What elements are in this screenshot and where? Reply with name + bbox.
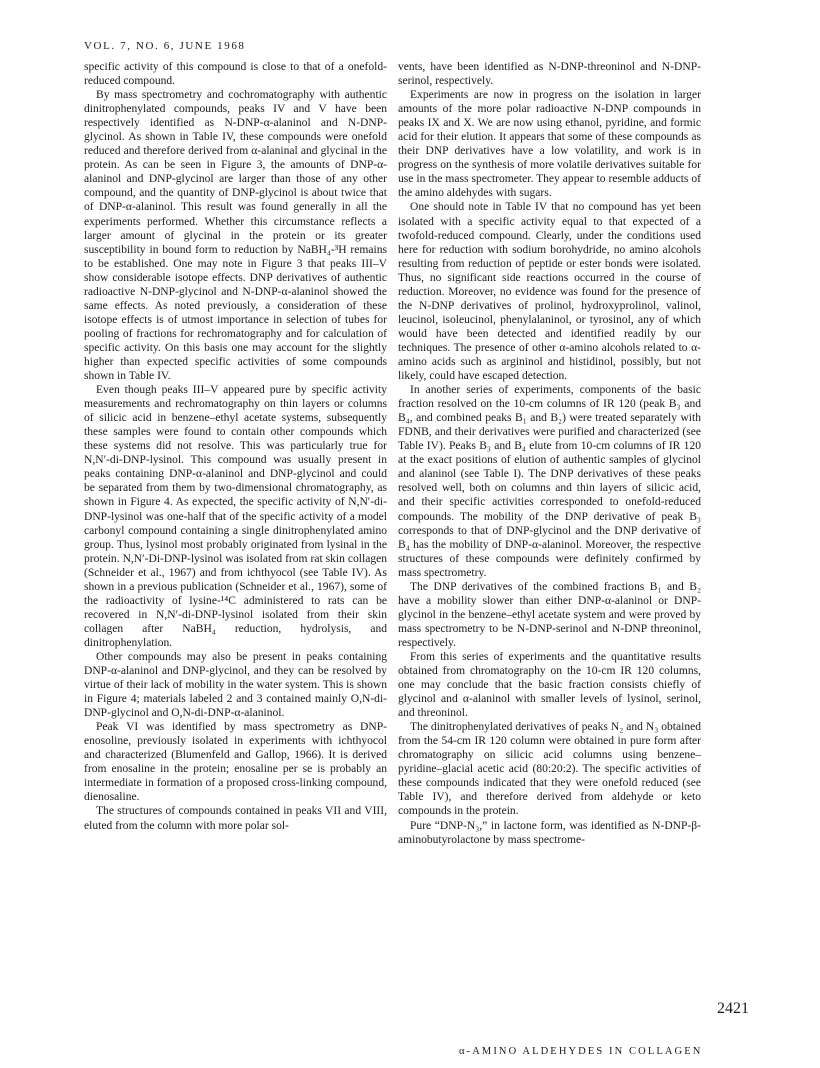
paragraph: Pure “DNP-N₃,” in lactone form, was identified as N-DNP-β-aminobutyrolactone by mass spectrome-: [398, 819, 701, 846]
page-number: 2421: [717, 1000, 749, 1017]
paragraph: One should note in Table IV that no compound has yet been isolated with a specific activity equal to that expected of a twofold-reduced compound. Clearly, under the conditions used here for reduction with sodium borohydride, no amino alcohols resulting from reduction of peptide or ester bonds were isolated. Thus, no significant side reactions occurred in the course of reduction. Moreover, no evidence was found for the presence of the N-DNP derivatives of prolinol, hydroxyprolinol, valinol, leucinol, isoleucinol, phenylalaninol, or tyrosinol, any of which would have been detected and identified readily by our techniques. The presence of other α-amino alcohols related to α-amino acids such as argininol and histidinol, possibly, but not likely, could have escaped detection.: [398, 201, 701, 383]
right-column: [398, 60, 701, 847]
paragraph: vents, have been identified as N-DNP-threoninol and N-DNP-serinol, respectively.: [398, 61, 701, 88]
running-title: α-AMINO ALDEHYDES IN COLLAGEN: [459, 1046, 703, 1057]
paragraph: From this series of experiments and the quantitative results obtained from chromatography on the 10-cm IR 120 columns, one may conclude that the basic fraction consists chiefly of glycinol and α-alaninol with smaller levels of lysinol, serinol, and threoninol.: [398, 650, 701, 720]
paragraph: Even though peaks III–V appeared pure by specific activity measurements and rechromatography on thin layers or columns of silicic acid in benzene–ethyl acetate systems, subsequently these samples were found to contain other compounds which these systems did not resolve. This was particularly true for N,N′-di-DNP-lysinol. This compound was usually present in peaks containing DNP-α-alaninol and DNP-glycinol and could be separated from them by two-dimensional chromatography, as shown in Figure 4. As expected, the specific activity of N,N′-di-DNP-lysinol was one-half that of the specific activity of a model carbonyl compound containing a single dinitrophenylated amino group. Thus, lysinol most probably originated from lysinal in the protein. N,N′-Di-DNP-lysinol was isolated from rat skin collagen (Schneider et al., 1967) and from ichthyocol (see Table IV). As shown in a previous publication (Schneider et al., 1967), some of the radioactivity of lysine-¹⁴C administered to rats can be recovered in N,N′-di-DNP-lysinol isolated from their skin collagen after NaBH₄ reduction, hydrolysis, and dinitrophenylation.: [84, 384, 387, 649]
paragraph: specific activity of this compound is close to that of a onefold-reduced compound.: [84, 61, 387, 88]
paragraph: Other compounds may also be present in peaks containing DNP-α-alaninol and DNP-glycinol, and they can be resolved by virtue of their lack of mobility in the water system. This is shown in Figure 4; materials labeled 2 and 3 contained mainly O,N-di-DNP-glycinol and O,N-di-DNP-α-alaninol.: [84, 650, 387, 720]
paragraph: The dinitrophenylated derivatives of peaks N₂ and N₃ obtained from the 54-cm IR 120 column were obtained in pure form after chromatography on silicic acid columns using benzene–pyridine–glacial acetic acid (80:20:2). The specific activities of these compounds indicated that they were onefold reduced (see Table IV), and therefore derived from aldehyde or keto compounds in the protein.: [398, 721, 701, 818]
paragraph: Experiments are now in progress on the isolation in larger amounts of the more polar radioactive N-DNP compounds in peaks IX and X. We are now using ethanol, pyridine, and formic acid for their elution. It appears that some of these compounds as their DNP derivatives have a low volatility, and work is in progress on the synthesis of more volatile derivatives suitable for use in the mass spectrometer. They appear to resemble adducts of the amino aldehydes with sugars.: [398, 89, 701, 200]
paragraph: In another series of experiments, components of the basic fraction resolved on the 10-cm columns of IR 120 (peak B₃ and B₄, and combined peaks B₁ and B₂) were treated separately with FDNB, and their derivatives were purified and characterized (see Table IV). Peaks B₃ and B₄ elute from 10-cm columns of IR 120 at the exact positions of elution of authentic samples of glycinol and alaninol (see Table I). The DNP derivatives of these peaks resolved well, both on columns and thin layers of silicic acid, and their specific activities corresponded to onefold-reduced compounds. The mobility of the DNP derivative of peak B₃ corresponds to that of DNP-glycinol and the DNP derivative of B₄ has the mobility of DNP-α-alaninol. Moreover, the respective structures of these compounds were definitely confirmed by mass spectrometry.: [398, 384, 701, 579]
paragraph: The structures of compounds contained in peaks VII and VIII, eluted from the column with more polar sol-: [84, 805, 387, 832]
left-column: [84, 60, 387, 833]
paragraph: The DNP derivatives of the combined fractions B₁ and B₂ have a mobility slower than either DNP-α-alaninol or DNP-glycinol in the benzene–ethyl acetate system and were proved by mass spectrometry to be N-DNP-serinol and N-DNP threoninol, respectively.: [398, 580, 701, 649]
paragraph: Peak VI was identified by mass spectrometry as DNP-enosoline, previously isolated in experiments with ichthyocol and characterized (Blumenfeld and Gallop, 1966). It is derived from enosaline in the protein; enosaline per se is probably an intermediate in formation of a proposed cross-linking compound, dienosaline.: [84, 721, 387, 804]
running-head: VOL. 7, NO. 6, JUNE 1968: [84, 40, 246, 52]
paragraph: By mass spectrometry and cochromatography with authentic dinitrophenylated compounds, peaks IV and V have been respectively identified as N-DNP-α-alaninol and N-DNP-glycinol. As shown in Table IV, these compounds were onefold reduced and therefore derived from α-alaninal and glycinal in the protein. As can be seen in Figure 3, the amounts of DNP-α-alaninol and DNP-glycinol are larger than those of any other compound, and the quantity of DNP-glycinol is about twice that of DNP-α-alaninol. This result was found generally in all the experiments performed. Whether this circumstance reflects a larger amount of glycinal in the protein or its greater susceptibility in bound form to reduction by NaBH₄-³H remains to be established. One may note in Figure 3 that peaks III–V show considerable isotope effects. DNP derivatives of authentic radioactive N-DNP-glycinol and N-DNP-α-alaninol showed the same effects. As noted previously, a consideration of these isotope effects is of utmost importance in selection of tubes for pooling of fractions for rechromatography and for calculation of specific activity. On this basis one may account for the slightly higher than expected specific activities of some compounds shown in Table IV.: [84, 89, 387, 383]
